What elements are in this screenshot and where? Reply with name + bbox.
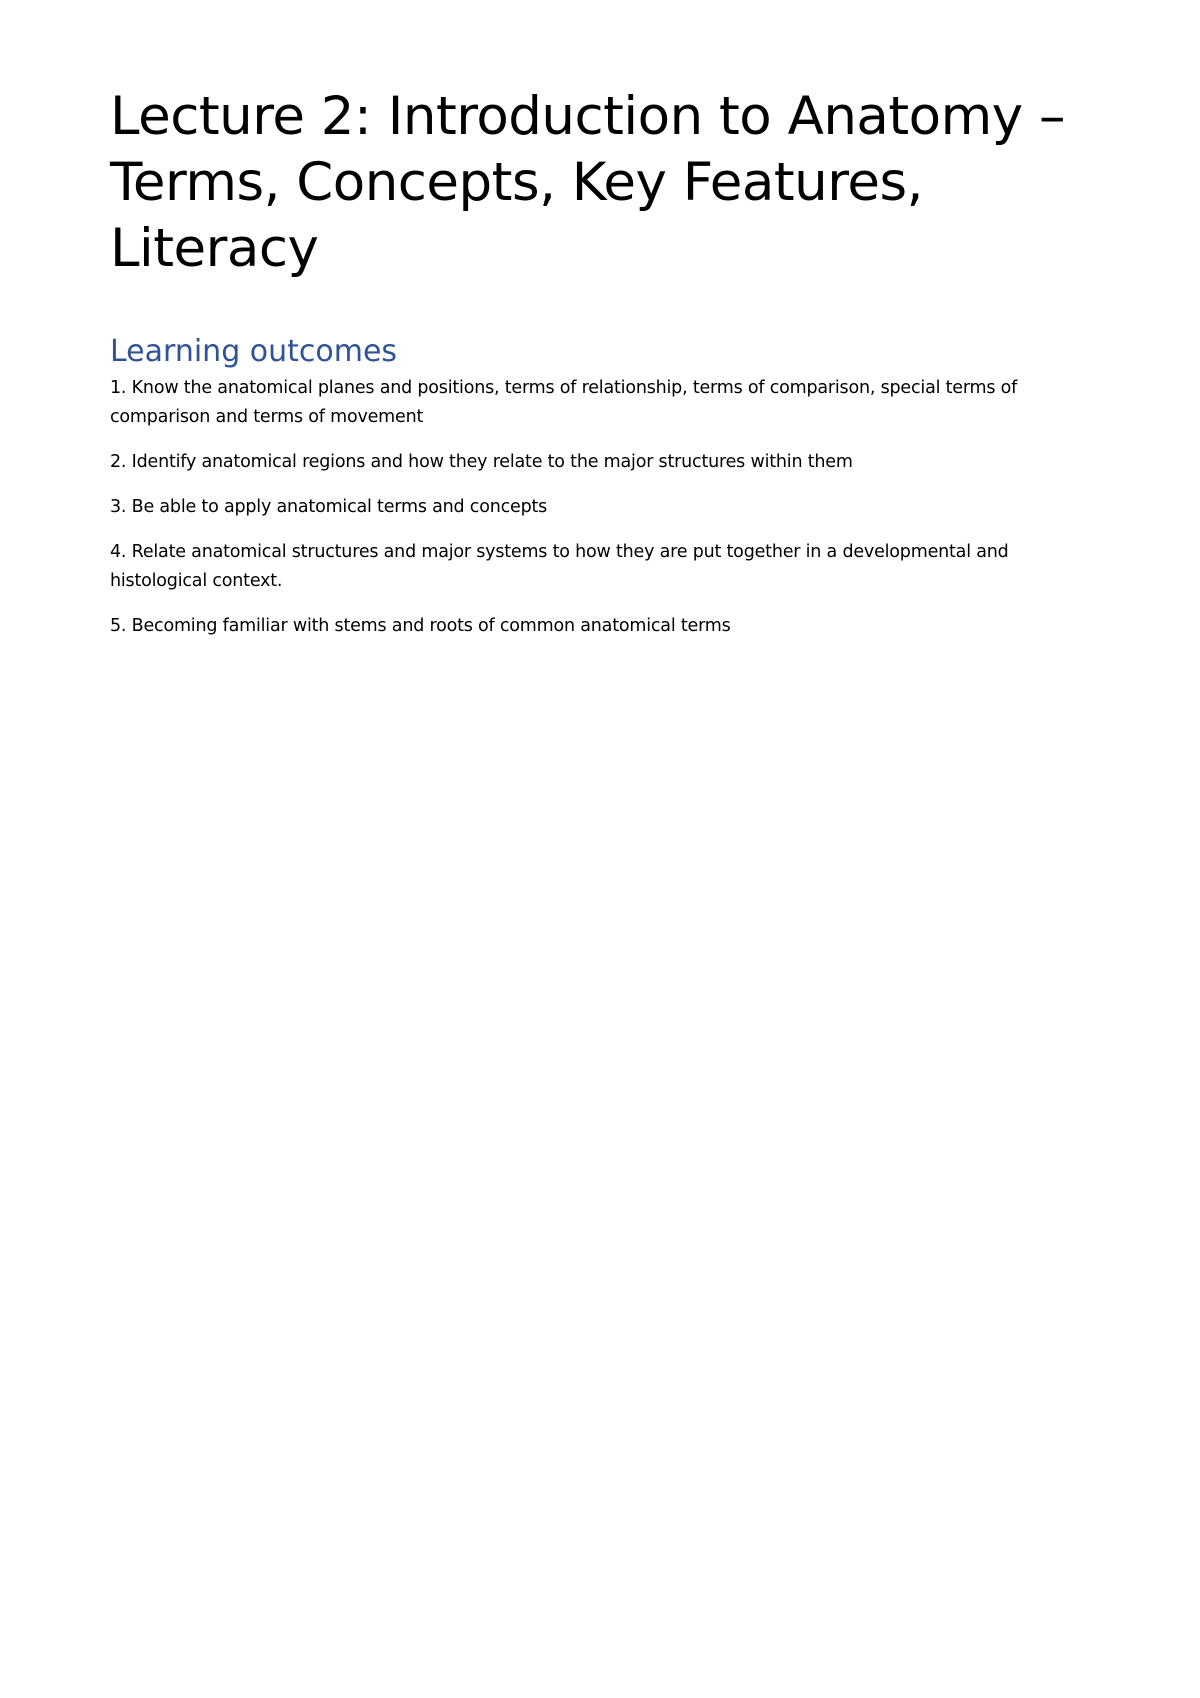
learning-outcome-item: 5. Becoming familiar with stems and roots of common anatomical terms [110, 616, 731, 636]
learning-outcomes-list [110, 374, 1090, 641]
learning-outcome-item: 1. Know the anatomical planes and positions, terms of relationship, terms of comparison, special terms of comparison and terms of movement [110, 378, 1018, 427]
learning-outcome-item: 4. Relate anatomical structures and major systems to how they are put together in a developmental and histological context. [110, 542, 1009, 591]
document-title: Lecture 2: Introduction to Anatomy – Terms, Concepts, Key Features, Literacy [110, 86, 1065, 279]
learning-outcome-item: 2. Identify anatomical regions and how they relate to the major structures within them [110, 452, 853, 472]
learning-outcomes-heading: Learning outcomes [110, 334, 398, 369]
learning-outcome-item: 3. Be able to apply anatomical terms and concepts [110, 497, 548, 517]
document-content [110, 84, 1090, 657]
